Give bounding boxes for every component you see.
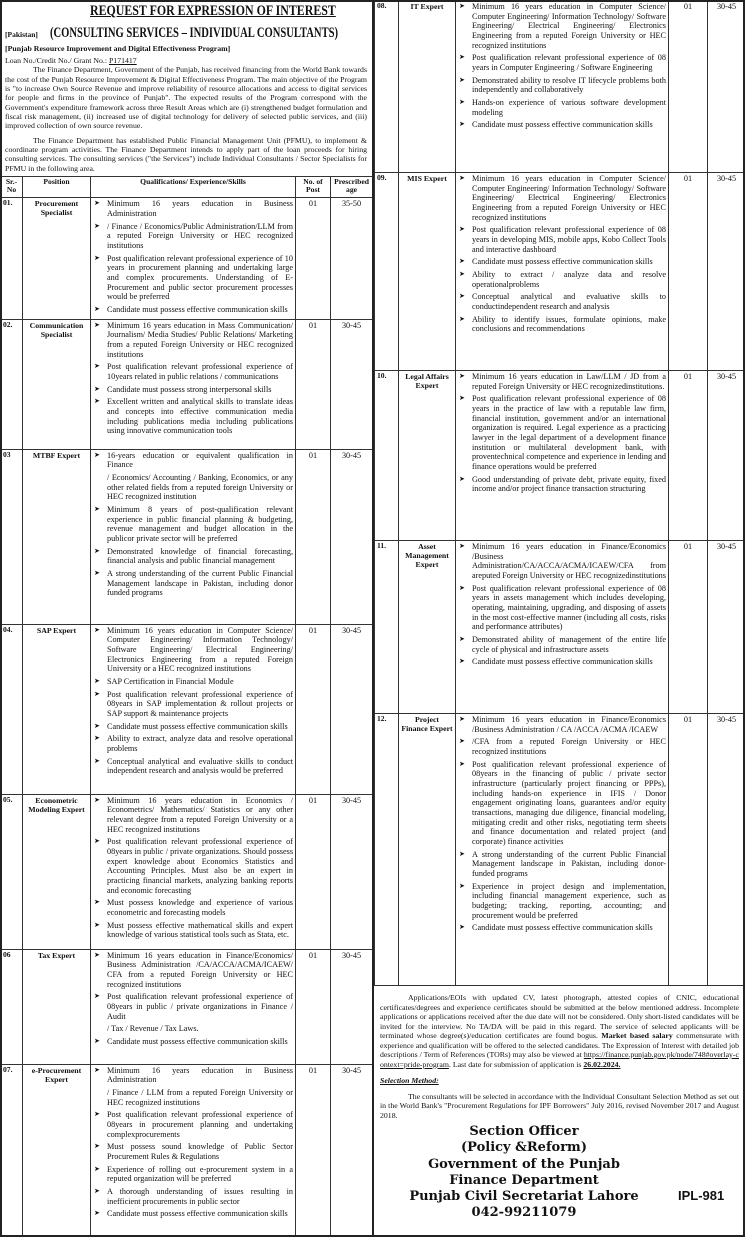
qualifications-cell — [456, 541, 669, 714]
position-title: Project Finance Expert — [399, 714, 456, 986]
position-title: Tax Expert — [23, 949, 91, 1064]
qualifications-list — [93, 1066, 293, 1219]
qualification-item: ➤ A strong understanding of the current Public Financial Management landscape in Pakistan, including donor-funded programs — [458, 850, 666, 879]
qualifications-list — [93, 626, 293, 776]
signature-line: 042-99211079 — [374, 1205, 674, 1221]
qualification-item: ➤ Post qualification relevant professional experience of 08 years in Computer Engineering / Software Engineering — [458, 53, 666, 72]
qualifications-list — [93, 796, 293, 940]
number-of-posts: 01 — [669, 541, 708, 714]
qualification-item: ➤ A strong understanding of the current Public Financial Management landscape in Pakistan, including donor funded programs — [93, 569, 293, 598]
qualification-item: ➤ Excellent written and analytical skills to translate ideas and concepts into effective communication media including publications media including publications using innovative communication tools — [93, 397, 293, 436]
qualification-item: ➤ Minimum 16 years education in Computer Science/ Computer Engineering/ Information Technology/ Software Engineering/ Electrical Engineering/ Electronics Engineering from a reputed Foreign University or HEC recognized institutions — [458, 2, 666, 50]
serial-number: 10. — [375, 371, 399, 541]
qualifications-list — [458, 174, 666, 334]
qualification-item: ➤ Candidate must possess effective communication skills — [93, 305, 293, 315]
qualification-item: ➤ /CFA from a reputed Foreign University or HEC recognized institutions — [458, 737, 666, 756]
qualification-item: ➤ Candidate must possess effective communication skills — [458, 923, 666, 933]
qualification-item: ➤ Must possess sound knowledge of Public Sector Procurement Rules & Regulations — [93, 1142, 293, 1161]
country-label: [Pakistan] — [5, 31, 50, 42]
position-title: Procurement Specialist — [23, 198, 91, 319]
table-row — [1, 319, 373, 449]
qualification-item: ➤ Ability to identify issues, formulate opinions, make conclusions and recommendations — [458, 315, 666, 334]
qualification-item: ➤ Minimum 16 years education in Mass Communication/ Journalism/ Media Studies/ Public Relations/ Marketing from a reputed Foreign University or HEC recognized institutions — [93, 321, 293, 360]
qualification-item: ➤ Minimum 16 years education in Finance/Economics /Business Administration / CA /ACCA /ACMA /ICAEW — [458, 715, 666, 734]
prescribed-age: 30-45 — [708, 541, 745, 714]
serial-number: 05. — [1, 794, 23, 949]
table-row — [1, 794, 373, 949]
qualifications-cell — [91, 449, 296, 624]
pfmu-paragraph: The Finance Department has established Public Financial Management Unit (PFMU), to implement & coordinate program activities. The Finance Department intends to apply part of the loan proceeds for hiring consulting services. The consulting services ("the Services") include Individual Consultants / Sector Specialists for PFMU in the following area. — [0, 136, 372, 173]
table-row — [375, 173, 745, 371]
table-row — [1, 624, 373, 794]
number-of-posts: 01 — [296, 198, 331, 319]
qualification-item: ➤ Demonstrated ability to resolve IT lifecycle problems both independently and collaboratively — [458, 76, 666, 95]
qualifications-cell — [91, 794, 296, 949]
qualification-item: ➤ Minimum 16 years education in Computer Science/ Computer Engineering/ Information Technology/ Software Engineering/ Electrical Engineering/ Electronics Engineering from a reputed Foreign University or HEC recognized institutions — [458, 174, 666, 222]
serial-number: 06 — [1, 949, 23, 1064]
qualification-item: ➤ Minimum 16 years education in Finance/Economics/ Business Administration /CA/ACCA/ACMA/ICAEW/ CFA from a reputed Foreign University or HEC recognized institutions — [93, 951, 293, 990]
qualifications-list — [458, 2, 666, 130]
prescribed-age: 30-45 — [708, 173, 745, 371]
qualification-item: ➤ Candidate must possess effective communication skills — [458, 120, 666, 130]
number-of-posts: 01 — [296, 624, 331, 794]
number-of-posts: 01 — [296, 1064, 331, 1236]
qualifications-list — [458, 715, 666, 933]
qualifications-cell — [91, 198, 296, 319]
qualification-item: ➤ Minimum 16 years education in Finance/Economics /Business Administration/CA/ACCA/ACMA/ICAEW/CFA from areputed Foreign University or HEC recognizedinstitutions — [458, 542, 666, 581]
qualification-item: ➤ Candidate must possess effective communication skills — [93, 1037, 293, 1047]
qualification-item: ➤ Post qualification relevant professional experience of 08 years in developing MIS, mobile apps, Kobo Collect Tools and interactive dashboard — [458, 225, 666, 254]
qualification-item: ➤ Minimum 16 years education in Business Administration — [93, 1066, 293, 1085]
table-row — [375, 714, 745, 986]
position-title: Legal Affairs Expert — [399, 371, 456, 541]
page-subtitle: (CONSULTING SERVICES – INDIVIDUAL CONSULTANTS) — [50, 25, 338, 42]
qualification-item: ➤ Post qualification relevant professional experience of 08years in SAP implementation & rollout projects or SAP support & maintenance projects — [93, 690, 293, 719]
apply-text-1: Applications/EOIs with updated CV, latest photograph, attested copies of CNIC, educational certificates/degrees and experience certificates should be submitted at the below mentioned address. Incomplete applications or applications received after the due date will not be considered. Only short-listed candidates will be invited for the interview. No TA/DA will be paid in this regard. The service of selected applicants will be terminated whose degree(s)/education certificates are found bogus. — [380, 993, 739, 1040]
qualification-item: ➤ Conceptual analytical and evaluative skills to conduct independent research and analysis would be preferred — [93, 757, 293, 776]
signature-line: Finance Department — [374, 1173, 674, 1189]
qualifications-cell — [456, 173, 669, 371]
ad-reference: IPL-981 — [674, 1188, 745, 1221]
prescribed-age: 30-45 — [331, 794, 373, 949]
position-title: MIS Expert — [399, 173, 456, 371]
right-column — [372, 0, 745, 1237]
intro-paragraph: The Finance Department, Government of the Punjab, has received financing from the World Bank towards the cost of the Punjab Resource Improvement & Digital Effectiveness Program. The main objective of the Program is "to increase Own Source Revenue and improve reliability of resource allocations and access to digital services for people and firms in the province of Punjab". The expected results of the Program correspond with the Government's expenditure framework across three Result Areas which are (i) strengthened budget formulation and fiscal risk management, (ii) increased use of digital technology for delivery of selected public services, and (iii) improved collection of own source revenue. — [0, 65, 372, 130]
number-of-posts: 01 — [669, 371, 708, 541]
serial-number: 07. — [1, 1064, 23, 1236]
prescribed-age: 30-45 — [331, 319, 373, 449]
qualifications-cell — [456, 371, 669, 541]
header-posts: No. of Post — [296, 177, 331, 198]
signature-block — [374, 1124, 674, 1222]
prescribed-age: 30-45 — [331, 1064, 373, 1236]
signature-line: Punjab Civil Secretariat Lahore — [374, 1189, 674, 1205]
number-of-posts: 01 — [669, 714, 708, 986]
qualification-item: ➤ A thorough understanding of issues resulting in inefficient procurements in public sector — [93, 1187, 293, 1206]
qualification-item: / Tax / Revenue / Tax Laws. — [93, 1024, 293, 1034]
positions-table-left — [0, 176, 373, 1236]
qualification-item: ➤ Post qualification relevant professional experience of 08years in public / private organizations in Finance / Audit — [93, 992, 293, 1021]
qualification-item: ➤ Must possess effective mathematical skills and expert knowledge of various statistical tools such as Stata, etc. — [93, 921, 293, 940]
qualification-item: ➤ Minimum 16 years education in Business Administration — [93, 199, 293, 218]
qualification-item: / Economics/ Accounting / Banking, Economics, or any other related fields from a reputed foreign University or HEC recognized institution — [93, 473, 293, 502]
number-of-posts: 01 — [669, 1, 708, 173]
apply-text-3: . Last date for submission of application is — [449, 1060, 583, 1069]
number-of-posts: 01 — [296, 794, 331, 949]
prescribed-age: 30-45 — [331, 624, 373, 794]
qualification-item: ➤ / Finance / Economics/Public Administration/LLM from a reputed Foreign University or HEC recognized institutions — [93, 222, 293, 251]
salary-bold: Market based salary — [601, 1031, 672, 1040]
serial-number: 01. — [1, 198, 23, 319]
qualifications-list — [458, 542, 666, 667]
qualification-item: ➤ Ability to extract, analyze data and resolve operational problems — [93, 734, 293, 753]
serial-number: 12. — [375, 714, 399, 986]
serial-number: 08. — [375, 1, 399, 173]
application-instructions — [374, 993, 745, 1069]
qualification-item: / Finance / LLM from a reputed Foreign University or HEC recognized institutions — [93, 1088, 293, 1107]
qualification-item: ➤ Post qualification relevant professional experience of 10years related in public relations / communications — [93, 362, 293, 381]
loan-value: P171417 — [109, 56, 137, 65]
serial-number: 03 — [1, 449, 23, 624]
position-title: e-Procurement Expert — [23, 1064, 91, 1236]
tor-link[interactable]: https://finance.punjab.gov.pk/node/748#overlay-context=pride-program — [380, 1050, 739, 1069]
qualifications-cell — [456, 714, 669, 986]
position-title: SAP Expert — [23, 624, 91, 794]
program-name: [Punjab Resource Improvement and Digital Effectiveness Program] — [0, 42, 372, 53]
signature-line: Section Officer — [374, 1124, 674, 1140]
qualification-item: ➤ Minimum 8 years of post-qualification relevant experience in public financial planning & budgeting, revenue management and budget allocation in the publicor private sector will be preferred — [93, 505, 293, 544]
serial-number: 11. — [375, 541, 399, 714]
header-sr: Sr.-No — [1, 177, 23, 198]
qualification-item: ➤ Post qualification relevant professional experience of 10 years in procurement planning and undertaking large and complex procurements. Understanding of E-Procurement and public sector procurement processes would be preferred — [93, 254, 293, 302]
loan-label: Loan No./Credit No./ Grant No.: — [5, 56, 109, 65]
table-row — [1, 449, 373, 624]
prescribed-age: 30-45 — [331, 949, 373, 1064]
prescribed-age: 35-50 — [331, 198, 373, 319]
signature-line: (Policy &Reform) — [374, 1140, 674, 1156]
position-title: MTBF Expert — [23, 449, 91, 624]
qualification-item: ➤ Experience in project design and implementation, including financial management experience, such as budgeting; tracking, reporting, accounting; and procurement would be preferred — [458, 882, 666, 921]
number-of-posts: 01 — [296, 949, 331, 1064]
selection-method-heading: Selection Method: — [374, 1076, 745, 1086]
position-title: Asset Management Expert — [399, 541, 456, 714]
left-column — [0, 0, 372, 1237]
qualification-item: ➤ Minimum 16 years education in Economics / Econometrics/ Mathematics/ Statistics or any other relevant degree from a reputed Foreign University or a HEC recognized institutions — [93, 796, 293, 835]
signature-row — [374, 1124, 745, 1226]
number-of-posts: 01 — [669, 173, 708, 371]
qualifications-list — [93, 321, 293, 436]
serial-number: 04. — [1, 624, 23, 794]
qualification-item: ➤ Candidate must possess strong interpersonal skills — [93, 385, 293, 395]
qualification-item: ➤ Candidate must possess effective communication skills — [93, 722, 293, 732]
qualification-item: ➤ SAP Certification in Financial Module — [93, 677, 293, 687]
qualifications-cell — [456, 1, 669, 173]
qualification-item: ➤ Candidate must possess effective communication skills — [93, 1209, 293, 1219]
position-title: IT Expert — [399, 1, 456, 173]
prescribed-age: 30-45 — [708, 371, 745, 541]
serial-number: 02. — [1, 319, 23, 449]
header-qualifications: Qualifications/ Experience/Skills — [91, 177, 296, 198]
positions-table-right — [374, 0, 745, 986]
prescribed-age: 30-45 — [708, 1, 745, 173]
table-row — [1, 198, 373, 319]
qualification-item: ➤ Good understanding of private debt, private equity, fixed income and/or project finance transaction structuring — [458, 475, 666, 494]
header-position: Position — [23, 177, 91, 198]
qualification-item: ➤ Hands-on experience of various software development modeling — [458, 98, 666, 117]
position-title: Communication Specialist — [23, 319, 91, 449]
qualification-item: ➤ Experience of rolling out e-procurement system in a reputed organization will be preferred — [93, 1165, 293, 1184]
qualifications-list — [93, 451, 293, 598]
page-title: REQUEST FOR EXPRESSION OF INTEREST — [90, 3, 336, 20]
qualification-item: ➤ Candidate must possess effective communication skills — [458, 257, 666, 267]
qualification-item: ➤ 16-years education or equivalent qualification in Finance — [93, 451, 293, 470]
table-row — [375, 1, 745, 173]
position-title: Econometric Modeling Expert — [23, 794, 91, 949]
qualification-item: ➤ Demonstrated knowledge of financial forecasting, financial analysis and public financial management — [93, 547, 293, 566]
selection-method-text: The consultants will be selected in accordance with the Individual Consultant Selection Method as set out in the World Bank's "Procurement Regulations for IPF Borrowers" July 2016, revised November 2017 and August 2018. — [374, 1092, 745, 1121]
qualification-item: ➤ Demonstrated ability of management of the entire life cycle of physical and infrastructure assets — [458, 635, 666, 654]
prescribed-age: 30-45 — [708, 714, 745, 986]
table-row — [1, 1064, 373, 1236]
header-age: Prescribed age — [331, 177, 373, 198]
qualification-item: ➤ Ability to extract / analyze data and resolve operationalproblems — [458, 270, 666, 289]
qualification-item: ➤ Post qualification relevant professional experience of 08 years in assets management which includes developing, operating, maintaining, upgrading, and disposing of assets in the most cost-effective manner (including all costs, risks and performance attributes) — [458, 584, 666, 632]
qualification-item: ➤ Minimum 16 years education in Computer Science/ Computer Engineering/ Information Technology/ Software Engineering/ Electrical Engineering/ Electronics Engineering from a reputed Foreign University or a HEC recognized institutions — [93, 626, 293, 674]
prescribed-age: 30-45 — [331, 449, 373, 624]
page-title-row — [0, 3, 372, 22]
qualifications-list — [458, 372, 666, 494]
number-of-posts: 01 — [296, 449, 331, 624]
apply-text-2: commensurate with experience and qualification will be offered to the selected candidates. The Expression of Interest with detailed job descriptions / Term of References (TORs) may also be viewed at — [380, 1031, 739, 1059]
qualification-item: ➤ Conceptual analytical and evaluative skills to conductindependent research and analysis — [458, 292, 666, 311]
qualifications-list — [93, 199, 293, 314]
qualification-item: ➤ Must possess knowledge and experience of various econometric and forecasting models — [93, 898, 293, 917]
loan-number — [0, 53, 372, 65]
deadline: 26.02.2024. — [583, 1060, 620, 1069]
qualification-item: ➤ Post qualification relevant professional experience of 08years in the financing of public / private sector infrastructure (particularly project financing or PPPs), including hands-on experience in IFIS / Donor engagement originating loans, guarantees and/or equity transactions, managing due diligence, financial modeling, mitigating credit and other risks, negotiating term sheets and finance documentation and related project (and corporate) finance activities — [458, 760, 666, 847]
table-header-row — [1, 177, 373, 198]
qualification-item: ➤ Candidate must possess effective communication skills — [458, 657, 666, 667]
table-row — [375, 541, 745, 714]
signature-line: Government of the Punjab — [374, 1157, 674, 1173]
number-of-posts: 01 — [296, 319, 331, 449]
qualification-item: ➤ Post qualification relevant professional experience of 08years in procurement planning and undertaking complexprocurements — [93, 1110, 293, 1139]
qualifications-cell — [91, 1064, 296, 1236]
subtitle-row — [0, 22, 372, 42]
qualifications-cell — [91, 319, 296, 449]
qualifications-cell — [91, 624, 296, 794]
qualification-item: ➤ Minimum 16 years education in Law/LLM / JD from a reputed Foreign University or HEC recognizedinstitutions. — [458, 372, 666, 391]
qualification-item: ➤ Post qualification relevant professional experience of 08years in public / private organizations. Should possess expert knowledge about Economics Statistics and Accounting Principles. Must also be an expert in practicing financial markets, analyzing banking reports and economic forecasting — [93, 837, 293, 895]
serial-number: 09. — [375, 173, 399, 371]
table-row — [375, 371, 745, 541]
qualifications-list — [93, 951, 293, 1047]
qualifications-cell — [91, 949, 296, 1064]
table-row — [1, 949, 373, 1064]
qualification-item: ➤ Post qualification relevant professional experience of 08 years in the practice of law with a reputable law firm, financial institution, government and/or an international organization is required. Legal experience as a practicing lawyer in the legal department of a development finance institution or multilateral development bank, with proventechnical competence and experience in lending and finance operations would be preferred — [458, 394, 666, 471]
